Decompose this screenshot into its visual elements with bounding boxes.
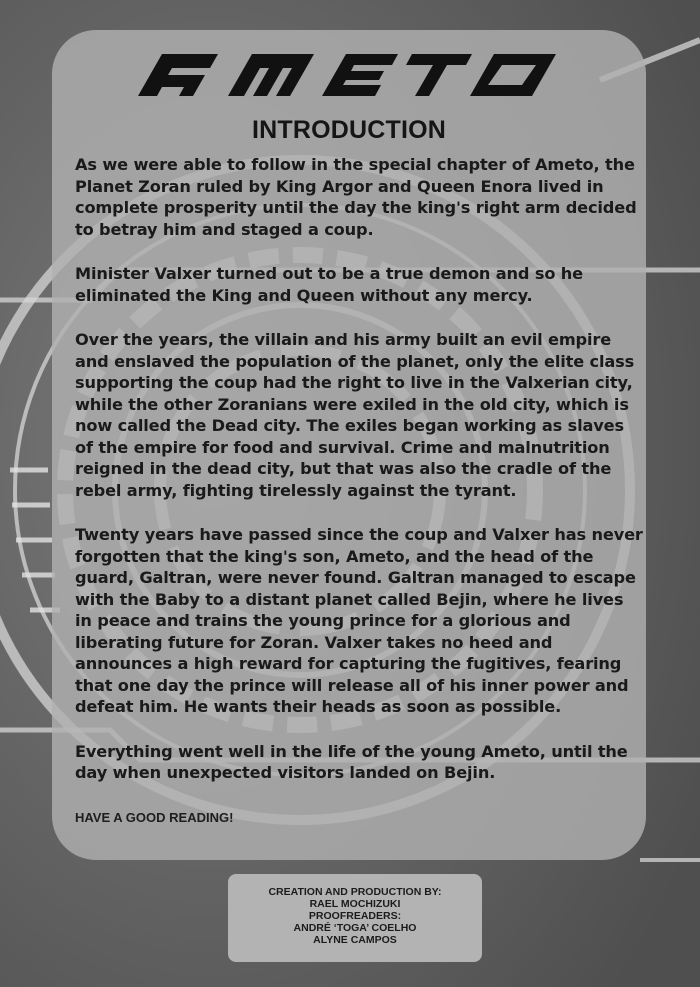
credit-line: RAEL MOCHIZUKI [309,898,401,910]
story-paragraph: Over the years, the villain and his army built an evil empire and enslaved the population of the planet, only the elite class supporting the coup had the right to live in the Valxerian city, while the other Zoranians were exiled in the old city, which is now called the Dead city. The exiles began working as slaves of the empire for food and survival. Crime and malnutrition reigned in the dead city, but that was also the cradle of the rebel army, fighting tirelessly against the tyrant. [75,330,635,500]
credit-line: ALYNE CAMPOS [313,934,397,946]
page-title: INTRODUCTION [251,116,447,144]
closing-line: HAVE A GOOD READING! [75,810,234,825]
story-paragraph: As we were able to follow in the special chapter of Ameto, the Planet Zoran ruled by King Argor and Queen Enora lived in complete prosperity until the day the king's right arm decided to betray him and staged a coup. [75,155,637,239]
story-paragraph: Everything went well in the life of the young Ameto, until the day when unexpected visitors landed on Bejin. [75,741,628,782]
story-paragraph: Minister Valxer turned out to be a true demon and so he eliminated the King and Queen without any mercy. [75,264,583,305]
credit-line: CREATION AND PRODUCTION BY: [268,886,442,898]
credits-box [228,874,482,962]
story-body [75,154,643,807]
credit-line: PROOFREADERS: [308,910,402,922]
story-paragraph: Twenty years have passed since the coup and Valxer has never forgotten that the king's son, Ameto, and the head of the guard, Galtran, were never found. Galtran managed to escape with the Baby to a distant planet called Bejin, where he lives in peace and trains the young prince for a glorious and liberating future for Zoran. Valxer takes no heed and announces a high reward for capturing the fugitives, fearing that one day the prince will release all of his inner power and defeat him. He wants their heads as soon as possible. [75,525,643,716]
credit-line: ANDRÉ ‘TOGA’ COELHO [293,922,417,934]
ameto-logo [132,50,564,98]
